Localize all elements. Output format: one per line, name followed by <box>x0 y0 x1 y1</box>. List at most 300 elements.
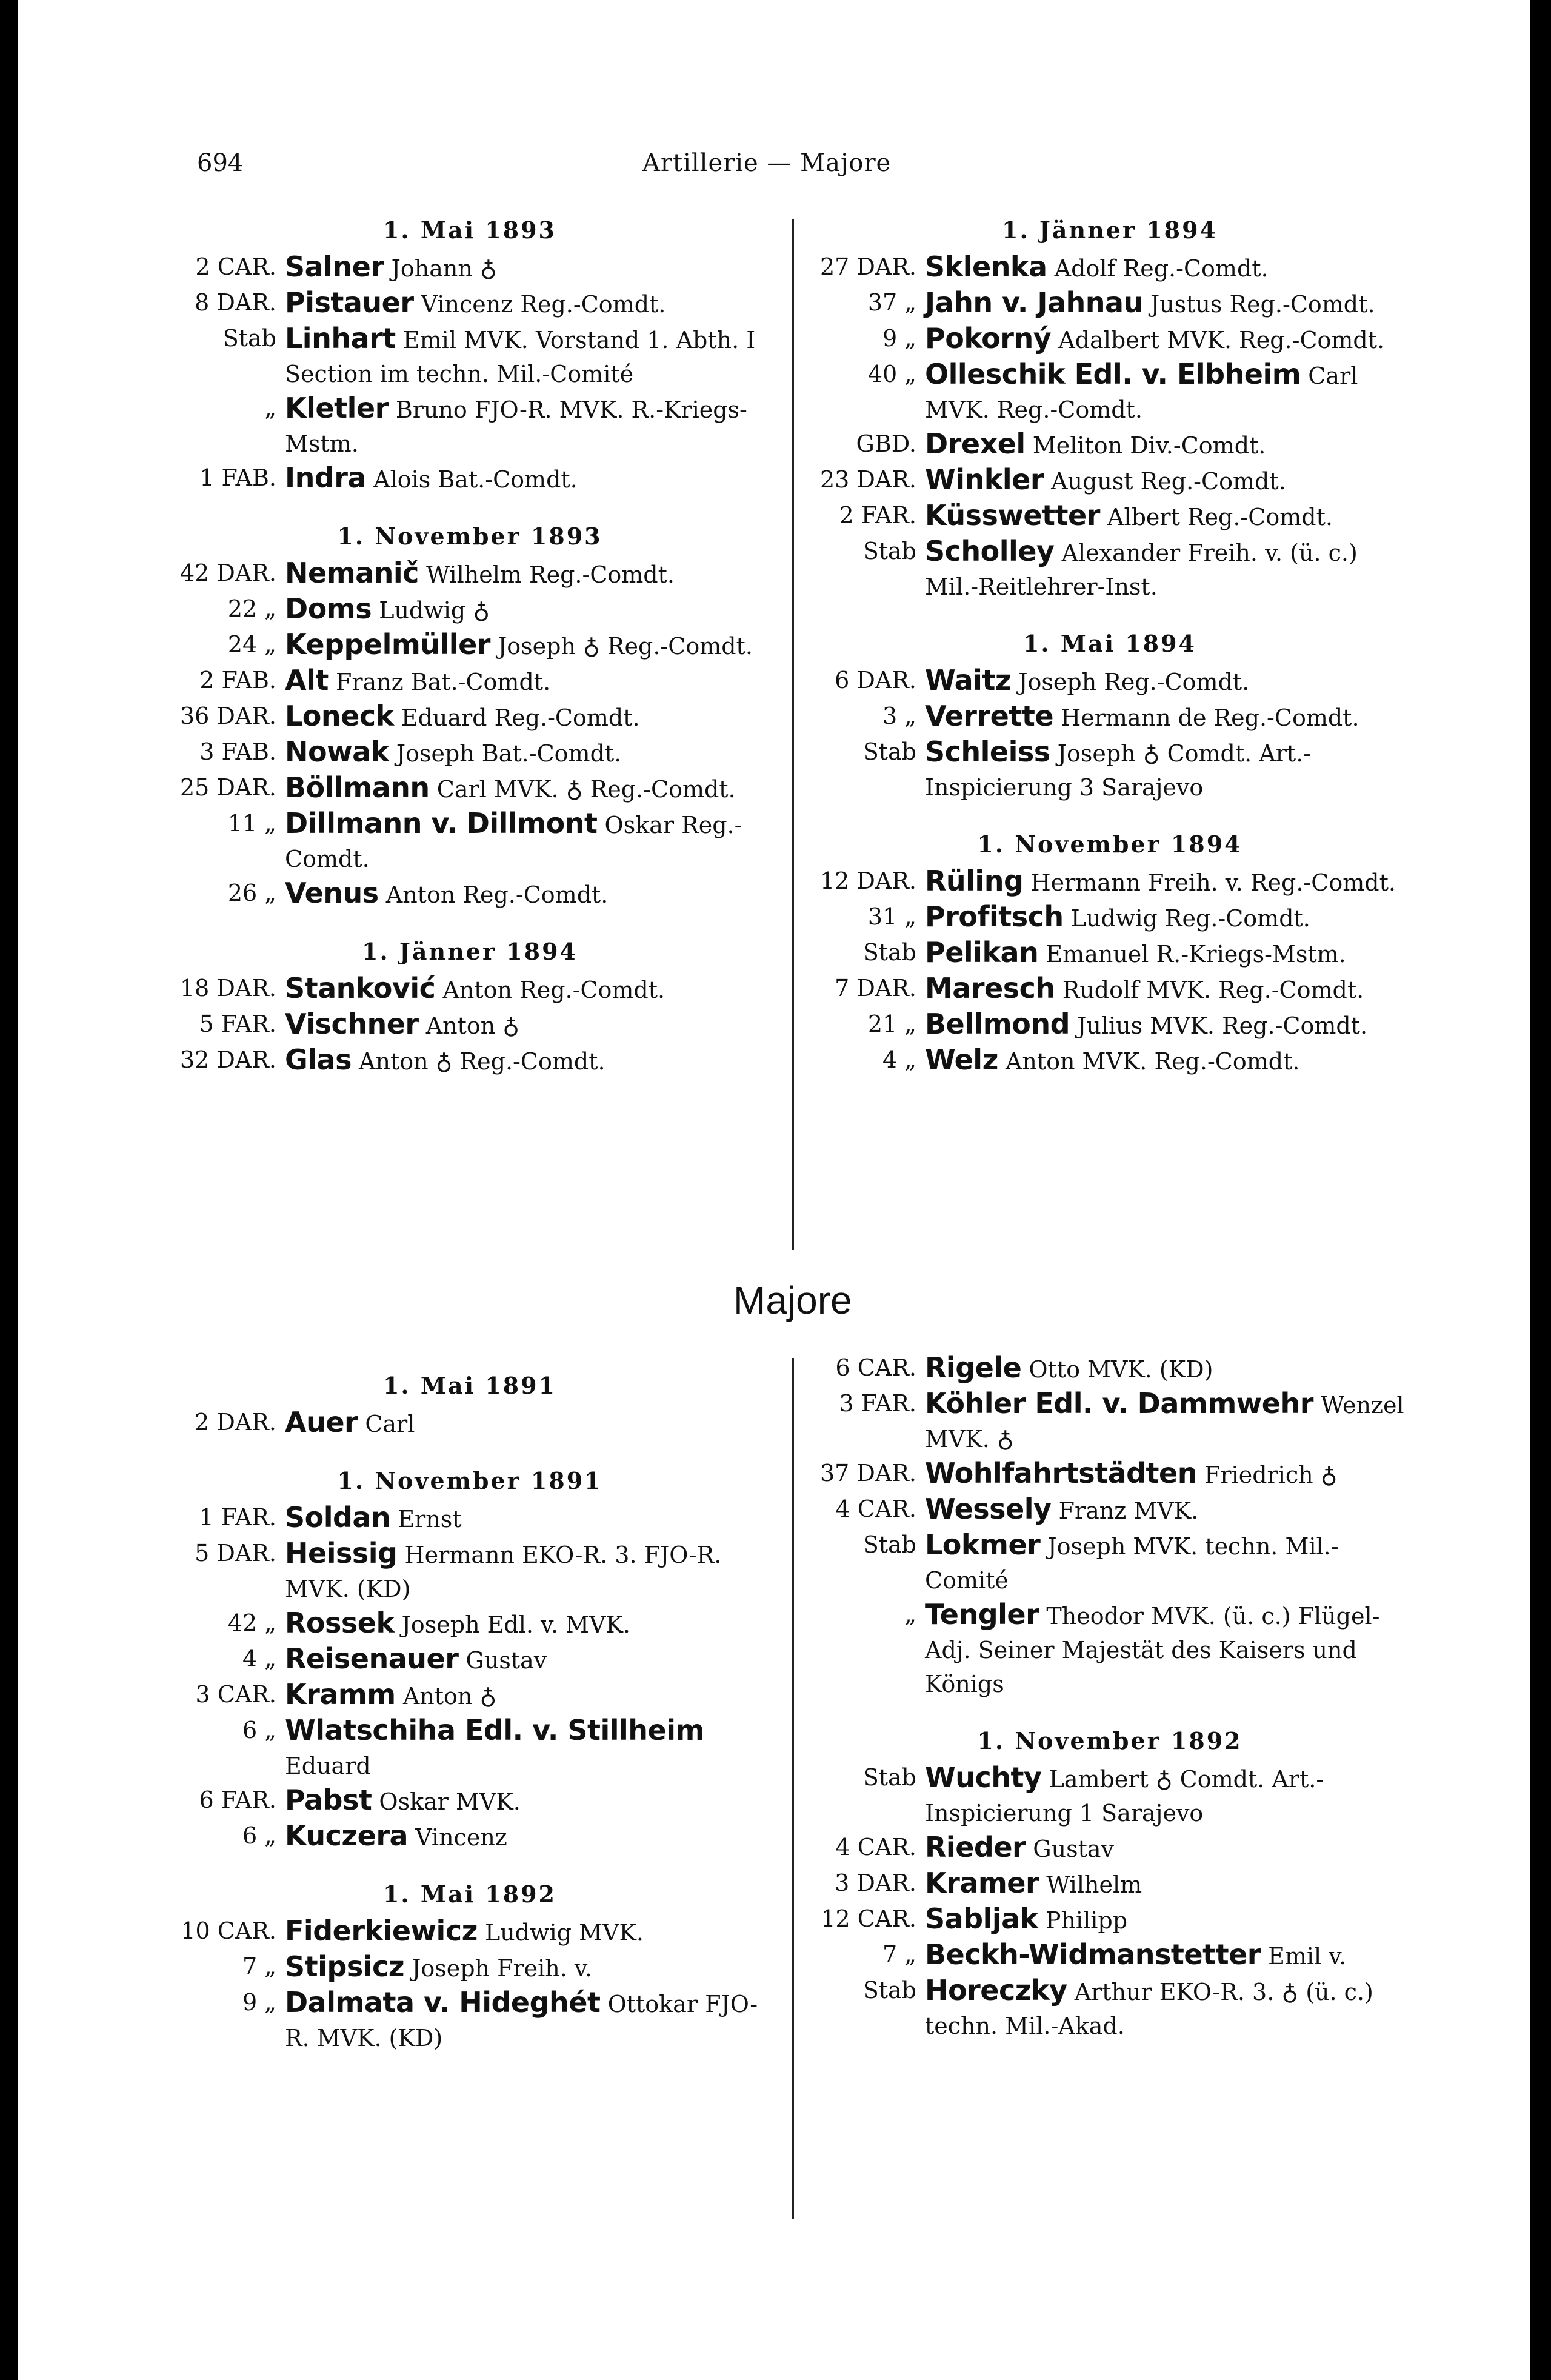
unit-label: 12 DAR. <box>819 867 916 894</box>
unit-label: 2 DAR. <box>195 1409 276 1436</box>
unit-label: Stab <box>222 325 276 352</box>
column-upper-right <box>804 211 1416 1078</box>
entry-text <box>285 1642 776 1677</box>
officer-entry <box>164 806 776 876</box>
entry-text <box>285 1677 776 1713</box>
officer-details: Emil v. <box>1268 1943 1347 1970</box>
entry-text <box>925 357 1416 427</box>
entry-text <box>925 321 1416 357</box>
officer-name: Jahn v. Jahnau <box>925 286 1143 319</box>
entry-text <box>925 864 1416 900</box>
officer-entry <box>164 770 776 806</box>
officer-details: Emil MVK. Vorstand 1. Abth. I Section im techn. Mil.-Comité <box>285 327 756 387</box>
unit-label: 31 „ <box>867 903 916 930</box>
entry-text <box>925 971 1416 1007</box>
unit-label: 1 FAB. <box>199 464 276 491</box>
officer-entry <box>804 463 1416 498</box>
officer-entry <box>804 1760 1416 1830</box>
unit-label: 3 FAR. <box>839 1390 916 1417</box>
unit-label: 27 DAR. <box>819 253 916 280</box>
officer-details: Franz Bat.-Comdt. <box>335 669 551 695</box>
officer-name: Kletler <box>285 392 389 424</box>
unit-label: 7 „ <box>882 1941 916 1968</box>
officer-name: Dillmann v. Dillmont <box>285 807 598 840</box>
officer-name: Beckh-Widmanstetter <box>925 1938 1261 1971</box>
officer-entry <box>164 250 776 286</box>
officer-entry <box>804 900 1416 935</box>
officer-name: Olleschik Edl. v. Elbheim <box>925 358 1301 390</box>
officer-name: Salner <box>285 250 384 283</box>
officer-entry <box>164 971 776 1007</box>
officer-name: Wlatschiha Edl. v. Stillheim <box>285 1714 704 1747</box>
entry-text <box>285 876 776 912</box>
officer-details: Hermann EKO-R. 3. FJO-R. MVK. (KD) <box>285 1542 722 1602</box>
officer-entry <box>804 699 1416 735</box>
entry-text <box>285 250 776 286</box>
unit-label: Stab <box>862 1977 916 2004</box>
unit-label: 32 DAR. <box>179 1046 276 1073</box>
officer-details: Anton MVK. Reg.-Comdt. <box>1005 1048 1300 1075</box>
unit-label: 26 „ <box>227 880 276 906</box>
unit-label: Stab <box>862 939 916 966</box>
officer-name: Doms <box>285 592 372 625</box>
unit-label: 5 DAR. <box>195 1540 276 1566</box>
officer-name: Dalmata v. Hideghét <box>285 1986 601 2019</box>
entry-text <box>925 1937 1416 1973</box>
officer-details: Oskar MVK. <box>379 1788 521 1815</box>
officer-details: Joseph ♁ Reg.-Comdt. <box>498 633 753 660</box>
unit-label: 11 „ <box>227 810 276 837</box>
officer-details: Adolf Reg.-Comdt. <box>1054 255 1269 282</box>
date-heading: 1. Mai 1891 <box>382 1372 556 1399</box>
entry-text <box>925 427 1416 463</box>
officer-entry <box>804 1492 1416 1528</box>
officer-entry <box>804 1351 1416 1386</box>
column-divider-top <box>792 219 794 1250</box>
officer-entry <box>804 1866 1416 1902</box>
officer-entry <box>804 864 1416 900</box>
officer-details: Emanuel R.-Kriegs-Mstm. <box>1046 941 1346 968</box>
unit-label: 7 „ <box>242 1953 276 1980</box>
date-heading: 1. November 1894 <box>977 831 1242 858</box>
officer-details: Gustav <box>1033 1836 1115 1862</box>
officer-entry <box>164 699 776 735</box>
unit-label: 6 DAR. <box>835 667 916 694</box>
entry-text <box>925 1760 1416 1830</box>
officer-details: Joseph Freih. v. <box>412 1955 592 1982</box>
officer-entry <box>804 1973 1416 2043</box>
unit-label: 2 FAR. <box>839 502 916 529</box>
entry-text <box>925 1902 1416 1937</box>
officer-details: Gustav <box>465 1647 547 1674</box>
officer-name: Reisenauer <box>285 1642 459 1675</box>
unit-label: 2 CAR. <box>195 253 276 280</box>
officer-name: Maresch <box>925 972 1055 1004</box>
unit-label: 37 „ <box>867 289 916 316</box>
officer-details: Alois Bat.-Comdt. <box>373 466 578 493</box>
unit-label: 36 DAR. <box>179 703 276 729</box>
officer-entry <box>164 1642 776 1677</box>
unit-label: 4 „ <box>882 1046 916 1073</box>
entry-text <box>285 1007 776 1043</box>
entry-text <box>925 735 1416 804</box>
officer-name: Wessely <box>925 1493 1052 1525</box>
officer-details: Eduard <box>285 1753 371 1779</box>
entry-text <box>285 1985 776 2055</box>
entry-text <box>925 1351 1416 1386</box>
entry-text <box>285 391 776 461</box>
entry-text <box>285 592 776 627</box>
officer-name: Alt <box>285 664 329 697</box>
officer-name: Winkler <box>925 463 1044 496</box>
entry-text <box>925 1492 1416 1528</box>
officer-entry <box>164 876 776 912</box>
unit-label: 10 CAR. <box>181 1917 276 1944</box>
officer-details: Anton Reg.-Comdt. <box>385 881 609 908</box>
officer-name: Drexel <box>925 427 1026 460</box>
unit-label: 23 DAR. <box>819 466 916 493</box>
unit-label: 6 „ <box>242 1717 276 1743</box>
unit-label: 9 „ <box>882 325 916 352</box>
officer-name: Auer <box>285 1406 358 1439</box>
entry-text <box>925 250 1416 286</box>
officer-details: Adalbert MVK. Reg.-Comdt. <box>1058 327 1385 353</box>
column-divider-bottom <box>792 1358 794 2219</box>
entry-text <box>925 1973 1416 2043</box>
unit-label: 3 DAR. <box>835 1870 916 1896</box>
entry-text <box>285 461 776 496</box>
officer-name: Schleiss <box>925 735 1050 768</box>
officer-name: Sabljak <box>925 1902 1038 1935</box>
officer-entry <box>164 1985 776 2055</box>
unit-label: „ <box>904 1601 916 1628</box>
entry-text <box>925 534 1416 604</box>
column-lower-right <box>804 1351 1416 2043</box>
officer-entry <box>804 1937 1416 1973</box>
officer-details: Joseph Reg.-Comdt. <box>1018 669 1250 695</box>
entry-text <box>285 699 776 735</box>
officer-entry <box>164 461 776 496</box>
officer-entry <box>804 663 1416 699</box>
officer-entry <box>804 1902 1416 1937</box>
unit-label: 6 CAR. <box>835 1354 916 1381</box>
entry-text <box>285 1500 776 1536</box>
officer-entry <box>164 1677 776 1713</box>
entry-text <box>925 286 1416 321</box>
officer-details: Bruno FJO-R. MVK. R.-Kriegs-Mstm. <box>285 396 747 457</box>
entry-text <box>285 1783 776 1819</box>
officer-entry <box>164 1606 776 1642</box>
unit-label: 42 DAR. <box>179 560 276 586</box>
officer-details: Johann ♁ <box>391 255 497 282</box>
entry-text <box>925 463 1416 498</box>
officer-name: Heissig <box>285 1537 398 1569</box>
entry-text <box>285 627 776 663</box>
entry-text <box>925 1043 1416 1078</box>
unit-label: 21 „ <box>867 1011 916 1037</box>
officer-name: Pabst <box>285 1783 372 1816</box>
entry-text <box>925 1456 1416 1492</box>
entry-text <box>925 1386 1416 1456</box>
officer-details: Anton ♁ Reg.-Comdt. <box>359 1048 605 1075</box>
unit-label: 6 „ <box>242 1822 276 1849</box>
unit-label: 4 CAR. <box>835 1834 916 1860</box>
officer-entry <box>164 1950 776 1985</box>
officer-details: Wilhelm <box>1046 1871 1142 1898</box>
unit-label: 25 DAR. <box>179 774 276 801</box>
officer-entry <box>164 1783 776 1819</box>
officer-details: Franz MVK. <box>1058 1497 1199 1524</box>
entry-text <box>285 735 776 770</box>
officer-name: Pelikan <box>925 936 1039 969</box>
officer-entry <box>804 1043 1416 1078</box>
officer-name: Loneck <box>285 700 394 732</box>
officer-entry <box>164 663 776 699</box>
unit-label: 9 „ <box>242 1989 276 2016</box>
officer-name: Stipsicz <box>285 1950 405 1983</box>
officer-name: Keppelmüller <box>285 628 490 661</box>
entry-text <box>285 971 776 1007</box>
officer-entry <box>804 735 1416 804</box>
unit-label: 3 FAB. <box>199 738 276 765</box>
officer-entry <box>804 286 1416 321</box>
officer-details: Vincenz Reg.-Comdt. <box>421 291 666 318</box>
officer-name: Linhart <box>285 322 396 355</box>
entry-text <box>925 935 1416 971</box>
officer-entry <box>164 1007 776 1043</box>
unit-label: 3 „ <box>882 703 916 729</box>
unit-label: 2 FAB. <box>199 667 276 694</box>
unit-label: 6 FAR. <box>199 1787 276 1813</box>
unit-label: 24 „ <box>227 631 276 658</box>
officer-details: Ottokar FJO-R. MVK. (KD) <box>285 1991 758 2051</box>
officer-details: Ernst <box>398 1506 462 1533</box>
officer-details: Wenzel MVK. ♁ <box>925 1392 1404 1452</box>
officer-name: Rossek <box>285 1606 395 1639</box>
officer-details: Vincenz <box>415 1824 507 1851</box>
entry-text <box>285 770 776 806</box>
officer-details: Hermann de Reg.-Comdt. <box>1061 704 1359 731</box>
entry-text <box>925 1597 1416 1701</box>
unit-label: 42 „ <box>227 1610 276 1636</box>
officer-entry <box>164 391 776 461</box>
section-title: Majore <box>733 1279 852 1322</box>
officer-name: Waitz <box>925 664 1012 697</box>
date-heading: 1. November 1891 <box>337 1467 602 1494</box>
officer-name: Rieder <box>925 1831 1026 1864</box>
officer-entry <box>164 1405 776 1441</box>
officer-entry <box>164 1043 776 1078</box>
entry-text <box>285 1405 776 1441</box>
officer-details: Anton Reg.-Comdt. <box>442 977 665 1003</box>
unit-label: 7 DAR. <box>835 975 916 1001</box>
unit-label: 4 „ <box>242 1645 276 1672</box>
entry-text <box>285 1713 776 1783</box>
entry-text <box>285 286 776 321</box>
officer-entry <box>164 556 776 592</box>
entry-text <box>285 1950 776 1985</box>
officer-name: Pokorný <box>925 322 1052 355</box>
entry-text <box>285 1536 776 1606</box>
officer-name: Lokmer <box>925 1528 1041 1561</box>
officer-entry <box>804 935 1416 971</box>
officer-entry <box>804 1007 1416 1043</box>
officer-details: Otto MVK. (KD) <box>1029 1356 1213 1383</box>
officer-details: Joseph Bat.-Comdt. <box>396 740 622 767</box>
officer-details: Joseph Edl. v. MVK. <box>401 1611 630 1638</box>
officer-details: Anton ♁ <box>425 1012 520 1039</box>
entry-text <box>925 900 1416 935</box>
entry-text <box>285 1914 776 1950</box>
officer-details: Albert Reg.-Comdt. <box>1107 504 1333 530</box>
date-heading: 1. November 1893 <box>337 523 602 550</box>
officer-details: Anton ♁ <box>402 1683 497 1710</box>
officer-details: Wilhelm Reg.-Comdt. <box>426 561 675 588</box>
entry-text <box>285 556 776 592</box>
page-number: 694 <box>197 149 244 177</box>
officer-name: Nowak <box>285 735 389 768</box>
officer-name: Wohlfahrtstädten <box>925 1457 1197 1489</box>
officer-name: Fiderkiewicz <box>285 1914 478 1947</box>
officer-entry <box>164 1914 776 1950</box>
entry-text <box>285 1606 776 1642</box>
entry-text <box>285 321 776 391</box>
unit-label: 4 CAR. <box>835 1496 916 1522</box>
officer-name: Stanković <box>285 972 436 1004</box>
officer-name: Böllmann <box>285 771 430 804</box>
officer-details: Ludwig Reg.-Comdt. <box>1070 905 1310 932</box>
officer-entry <box>804 1830 1416 1866</box>
officer-details: Hermann Freih. v. Reg.-Comdt. <box>1030 869 1396 896</box>
officer-entry <box>164 286 776 321</box>
officer-details: Lambert ♁ Comdt. Art.-Inspicierung 1 Sarajevo <box>925 1766 1324 1827</box>
officer-details: Carl MVK. ♁ Reg.-Comdt. <box>436 776 736 803</box>
entry-text <box>285 663 776 699</box>
entry-text <box>925 1866 1416 1902</box>
officer-name: Venus <box>285 877 379 909</box>
officer-entry <box>804 250 1416 286</box>
officer-name: Profitsch <box>925 900 1064 933</box>
officer-entry <box>164 1536 776 1606</box>
officer-name: Nemanič <box>285 557 419 589</box>
officer-entry <box>164 1713 776 1783</box>
date-heading: 1. Mai 1893 <box>382 216 556 244</box>
officer-entry <box>164 321 776 391</box>
officer-details: Rudolf MVK. Reg.-Comdt. <box>1062 977 1364 1003</box>
unit-label: Stab <box>862 1531 916 1558</box>
officer-entry <box>804 971 1416 1007</box>
officer-name: Tengler <box>925 1598 1039 1631</box>
unit-label: 3 CAR. <box>195 1681 276 1708</box>
officer-name: Köhler Edl. v. Dammwehr <box>925 1387 1313 1420</box>
officer-details: Alexander Freih. v. (ü. c.) Mil.-Reitlehrer-Inst. <box>925 540 1358 600</box>
entry-text <box>925 1528 1416 1597</box>
column-lower-left <box>164 1366 776 2055</box>
officer-details: Justus Reg.-Comdt. <box>1150 291 1375 318</box>
officer-entry <box>164 627 776 663</box>
unit-label: Stab <box>862 738 916 765</box>
officer-name: Soldan <box>285 1501 391 1534</box>
officer-details: Philipp <box>1045 1907 1128 1934</box>
unit-label: 8 DAR. <box>195 289 276 316</box>
date-heading: 1. Jänner 1894 <box>1002 216 1218 244</box>
officer-name: Horeczky <box>925 1974 1067 2007</box>
officer-details: Ludwig MVK. <box>484 1919 644 1946</box>
officer-entry <box>804 427 1416 463</box>
officer-details: Julius MVK. Reg.-Comdt. <box>1077 1012 1368 1039</box>
unit-label: Stab <box>862 538 916 564</box>
unit-label: 5 FAR. <box>199 1011 276 1037</box>
officer-name: Scholley <box>925 535 1055 567</box>
officer-entry <box>804 1528 1416 1597</box>
officer-name: Bellmond <box>925 1008 1070 1040</box>
officer-entry <box>164 592 776 627</box>
running-head: Artillerie — Majore <box>642 149 892 177</box>
officer-details: Eduard Reg.-Comdt. <box>401 704 640 731</box>
date-heading: 1. November 1892 <box>977 1727 1242 1754</box>
officer-name: Verrette <box>925 700 1054 732</box>
entry-text <box>285 1819 776 1854</box>
officer-entry <box>164 735 776 770</box>
officer-details: Joseph MVK. techn. Mil.-Comité <box>925 1533 1339 1594</box>
officer-name: Vischner <box>285 1008 419 1040</box>
officer-entry <box>804 1597 1416 1701</box>
officer-details: Carl MVK. Reg.-Comdt. <box>925 363 1358 423</box>
officer-name: Sklenka <box>925 250 1047 283</box>
officer-details: Theodor MVK. (ü. c.) Flügel-Adj. Seiner Majestät des Kaisers und Königs <box>925 1603 1380 1697</box>
date-heading: 1. Jänner 1894 <box>362 938 578 965</box>
officer-details: Oskar Reg.-Comdt. <box>285 812 742 872</box>
entry-text <box>925 1007 1416 1043</box>
officer-name: Wuchty <box>925 1761 1042 1794</box>
officer-name: Kramm <box>285 1678 396 1711</box>
officer-name: Glas <box>285 1043 352 1076</box>
officer-entry <box>164 1500 776 1536</box>
entry-text <box>285 806 776 876</box>
officer-name: Rüling <box>925 864 1024 897</box>
officer-details: Arthur EKO-R. 3. ♁ (ü. c.) techn. Mil.-Akad. <box>925 1979 1373 2039</box>
officer-name: Indra <box>285 461 367 494</box>
officer-name: Kuczera <box>285 1819 409 1852</box>
entry-text <box>925 699 1416 735</box>
officer-name: Rigele <box>925 1351 1022 1384</box>
unit-label: „ <box>264 395 276 421</box>
officer-details: August Reg.-Comdt. <box>1051 468 1286 495</box>
officer-name: Pistauer <box>285 286 414 319</box>
date-heading: 1. Mai 1894 <box>1022 630 1196 657</box>
officer-entry <box>804 321 1416 357</box>
officer-details: Joseph ♁ Comdt. Art.-Inspicierung 3 Sarajevo <box>925 740 1312 801</box>
entry-text <box>925 663 1416 699</box>
unit-label: Stab <box>862 1764 916 1791</box>
officer-entry <box>164 1819 776 1854</box>
officer-details: Meliton Div.-Comdt. <box>1032 432 1266 459</box>
officer-details: Ludwig ♁ <box>379 597 490 624</box>
officer-entry <box>804 1456 1416 1492</box>
officer-name: Welz <box>925 1043 998 1076</box>
unit-label: 12 CAR. <box>821 1905 916 1932</box>
officer-entry <box>804 357 1416 427</box>
unit-label: 40 „ <box>867 361 916 387</box>
date-heading: 1. Mai 1892 <box>382 1880 556 1908</box>
officer-details: Carl <box>365 1411 415 1437</box>
unit-label: 22 „ <box>227 595 276 622</box>
unit-label: GBD. <box>856 430 916 457</box>
entry-text <box>925 498 1416 534</box>
officer-entry <box>804 1386 1416 1456</box>
entry-text <box>285 1043 776 1078</box>
unit-label: 18 DAR. <box>179 975 276 1001</box>
